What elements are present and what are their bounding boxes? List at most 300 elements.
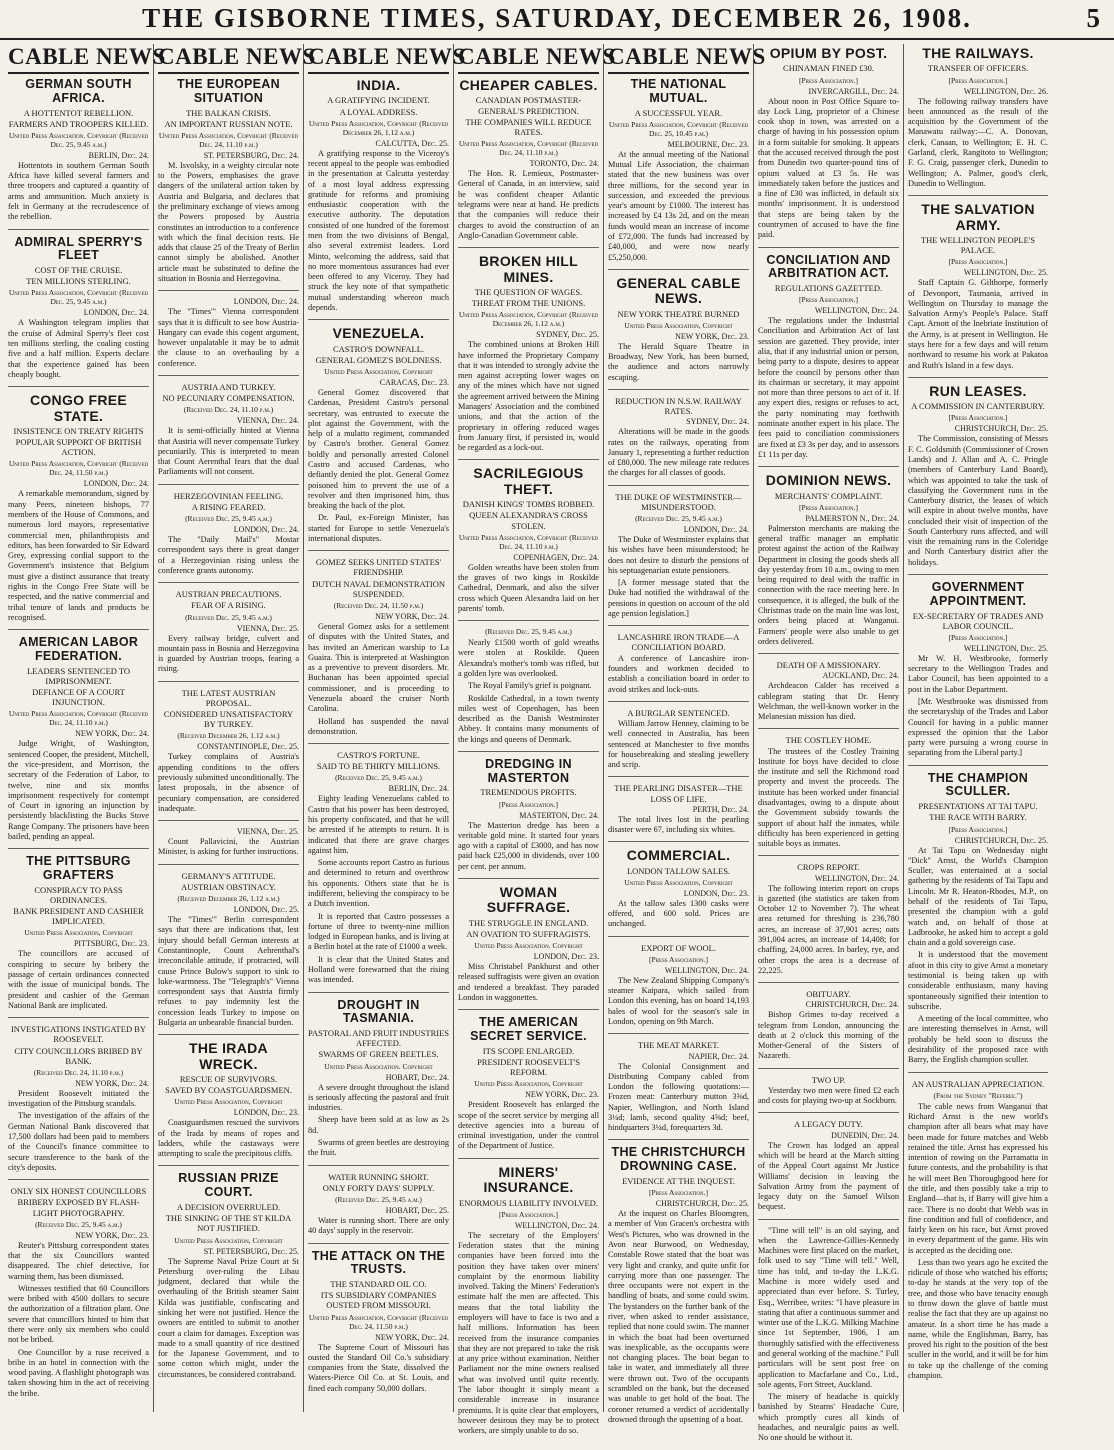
article-paragraph: At the tallow sales 1300 casks were offered, and 600 sold. Prices are unchanged. xyxy=(608,898,749,929)
column-6 xyxy=(754,44,904,1443)
article xyxy=(608,1040,749,1140)
press-credit: United Press Association, Copyright xyxy=(324,367,433,377)
dateline: BERLIN, Dec. 24. xyxy=(388,784,449,794)
press-credit: (Received Dec. 25, 9.45 a.m.) xyxy=(485,627,572,637)
press-credit: United Press Association, Copyright xyxy=(174,1097,283,1107)
dateline: TORONTO, Dec. 24. xyxy=(529,159,599,169)
article-headline: INDIA. xyxy=(356,77,401,93)
article-paragraph: The Commission, consisting of Messrs F. C. Goldsmith (Commissioner of Crown Lands) and J. Allan and A. C. Pringle (members of Canterbury Land Board), which was appointed to take the task of classifying the Government runs in the Canterbury district, the leases of which will expire in about twelve months, have concluded their visit of inspection of the South Canterbury runs affected, and will visit the remaining runs in the Coleridge and North Canterbury district after the holidays. xyxy=(908,434,1048,567)
article-subheadline: THE COSTLEY HOME. xyxy=(785,735,872,746)
article xyxy=(608,708,749,778)
article-paragraph: Bishop Grimes to-day received a telegram from London, announcing the death at 2 o'clock this morning of the Mother-General of the Sisters of Nazareth. xyxy=(758,1010,899,1061)
article-paragraph: Every railway bridge, culvert and mountain pass in Bosnia and Herzegovina is guarded by Austrian troops, fearing a rising. xyxy=(158,633,299,674)
article-subheadline: NO PECUNIARY COMPENSATION. xyxy=(162,393,295,404)
press-credit: United Press Association. Copyright (Received Dec. 25, 9.45 a.m.) xyxy=(8,130,149,149)
article-subheadline: GENERAL GOMEZ'S BOLDNESS. xyxy=(315,354,442,365)
press-credit: United Press Association. Copyright xyxy=(474,941,583,951)
dateline: SYDNEY, Dec. 24. xyxy=(686,417,749,427)
press-credit: United Press Association, Copyright (Received Dec. 25, 10.45 p.m.) xyxy=(608,119,749,138)
article xyxy=(8,393,149,630)
article-paragraph: President Roosevelt has enlarged the scope of the secret service by merging all detective agencies into a bureau of criminal investigation, under the control of the Department of Justice. xyxy=(458,1100,599,1151)
article-paragraph: Eighty leading Venezuelans cabled to Castro that his power has been destroyed, his property confiscated, and that he will be arrested if he attempts to return. It is indicated that there are grave charges against him. xyxy=(308,794,449,855)
press-credit: United Press Association, Copyright xyxy=(174,1235,283,1245)
dateline: CONSTANTINOPLE, Dec. 25. xyxy=(197,742,299,752)
article-subheadline: AN AUSTRALIAN APPRECIATION. xyxy=(911,1078,1045,1089)
columns-container xyxy=(4,44,1110,1443)
article-paragraph: It is semi-officially hinted at Vienna that Austria will never compensate Turkey pecuniarily. This is interpreted to mean that Count Aerenthal fears that the dual Parliaments will not consent. xyxy=(158,426,299,477)
dateline: ST. PETERSBURG, Dec. 25. xyxy=(203,1246,299,1256)
article-paragraph: The misery of headache is quickly banished by Stearns' Headache Cure, which promptly cures all kinds of headaches, and neuralgic pains as well. No one should be without it. xyxy=(758,1392,899,1443)
press-credit: United Press Association, Copyright (Received December 26, 1.12 a.m.) xyxy=(308,118,449,137)
dateline: WELLINGTON, Dec. 24. xyxy=(664,965,749,975)
article-paragraph: The following railway transfers have been announced as the result of the acquisition by the Government of the Manawatu railway:—C. A. Donovan, clerk, Canaan, to Wellington; E. H. C. Garland, clerk, Rangitoto to Wellington; F. G. Craig, passenger clerk, Dunedin to Wellington; A. Palmer, good's clerk, Dunedin to Wellington. xyxy=(908,96,1048,188)
dateline: LONDON, Dec. 23. xyxy=(683,888,749,898)
article-subheadline: INVESTIGATIONS INSTIGATED BY ROOSEVELT. xyxy=(10,1024,147,1045)
article-subheadline: LONDON TALLOW SALES. xyxy=(626,865,731,876)
masthead-title: THE GISBORNE TIMES, SATURDAY, DECEMBER 26, 1908. xyxy=(142,3,972,33)
article-subheadline: POPULAR SUPPORT OF BRITISH ACTION. xyxy=(15,437,142,458)
article xyxy=(758,1226,899,1450)
press-credit: United Press Association, Copyright xyxy=(24,928,133,938)
article-headline: THE ATTACK ON THE TRUSTS. xyxy=(311,1248,446,1277)
article-paragraph: General Gomez asks for a settlement of disputes with the United States, and has invited an American warship to La Guaira. This is interpreted at Washington as a preventive to prevent disorders. Mr. Buchanan has been appointed special commissioner, and is proceeding to Venezuela aboard the cruiser North Carolina. xyxy=(308,622,449,714)
article-headline: RUSSIAN PRIZE COURT. xyxy=(178,1171,279,1200)
article-subheadline: DUTCH NAVAL DEMONSTRATION SUSPENDED. xyxy=(311,578,446,599)
article-subheadline: FARMERS AND TROOPERS KILLED. xyxy=(8,118,149,129)
article-paragraph: [Mr. Westbrooke was dismissed from the secretaryship of the Trades and Labor Council for having in a public manner expressed the opinion that the Labor party were pursuing a wrong course in separating from the Liberal party.] xyxy=(908,697,1048,758)
article-paragraph: A gratifying response to the Viceroy's recent appeal to the people was embodied in the presentation at Calcutta yesterday of a most loyal address expressing gratitude for reforms and promising enthusiastic cooperation with the executive authority. The deputation consisted of one hundred of the foremost men from the two divisions of Bengal, also several extremist leaders. Lord Minto, welcoming the address, said that no more momentous assurances had ever been offered to any Viceroy. They had struck the key note of that sympathetic mutual understanding whereon much depends. xyxy=(308,148,449,312)
article-headline: VENEZUELA. xyxy=(332,325,425,342)
article-subheadline: PRESENTATIONS AT TAI TAPU. xyxy=(918,801,1038,812)
article-headline: CONGO FREE STATE. xyxy=(29,392,128,424)
article-subheadline: ENORMOUS LIABILITY INVOLVED. xyxy=(459,1197,598,1208)
press-credit: [Press Association.] xyxy=(648,954,709,964)
article-headline: SACRILEGIOUS THEFT. xyxy=(473,465,584,497)
article-paragraph: Yesterday two men were fined £2 each and costs for playing two-up at Sockburn. xyxy=(758,1085,899,1106)
article-paragraph: It is reported that Castro possesses a fortune of three to twenty-nine million lodged in European banks, and is living at a Berlin hotel at the rate of £1000 a week. xyxy=(308,911,449,952)
column-7 xyxy=(904,44,1052,1412)
article-paragraph: The Crown has lodged an appeal which will be heard at the March sitting of the Appeal Court against Mr Justice Williams' decision in leaving the Salvation Army from the payment of legacy duty on the Samuel Wilson bequest. xyxy=(758,1140,899,1212)
article-paragraph: The Royal Family's grief is poignant. xyxy=(468,681,592,691)
dateline: DUNEDIN, Dec. 24. xyxy=(831,1130,899,1140)
article xyxy=(908,384,1048,575)
article-headline: THE AMERICAN SECRET SERVICE. xyxy=(470,1015,587,1044)
article-paragraph: Judge Wright, of Washington, sentenced Cooper, the president, Mitchell, the vice-president, and Morrison, the secretary of the Federation of Labor, to twelve, nine and six months imprisonment respectively for contempt of Court in ignoring an injunction by persistently blacklisting the Bucks Stove Range Company. The prisoners have been bailed, pending an appeal. xyxy=(8,739,149,841)
article xyxy=(758,1075,899,1114)
article-paragraph: General Gomez discovered that Cardenas, President Castro's personal secretary, was entrusted to execute the plot against the Government, with the help of a mulatto regiment, commanded by Castro's brother. General Gomez boldly and personally arrested Colonel Castro and accused Cardenas, who defiantly denied the plot. General Gomez poisoned him to prevent the use of a revolver and then imprisoned him, thus breaking the back of the plot. xyxy=(308,388,449,511)
dateline: MELBOURNE, Dec. 23. xyxy=(667,139,749,149)
article-subheadline: A LOYAL ADDRESS. xyxy=(339,106,418,117)
article-subheadline: ITS SUBSIDIARY COMPANIES OUSTED FROM MISSOURI. xyxy=(320,1290,437,1311)
dateline: PITTSBURG, Dec. 23. xyxy=(73,939,149,949)
article xyxy=(458,466,599,621)
article xyxy=(158,491,299,584)
article-subheadline: A SUCCESSFUL YEAR. xyxy=(634,107,723,118)
article xyxy=(158,78,299,291)
article-subheadline: TWO UP. xyxy=(811,1074,846,1085)
article xyxy=(458,254,599,460)
article xyxy=(608,492,749,627)
article xyxy=(458,78,599,248)
article-paragraph: The combined unions at Broken Hill have informed the Proprietary Company that it was intended to strongly advise the men against accepting lower wages on any of the mines which have not signed the agreement arrived between the Mining Managers' Association and the combined unions, and that the action of the proprietary in offering reduced wages from January first, if persisted in, would be regarded as a lock-out. xyxy=(458,340,599,453)
article-paragraph: Coastguardsmen rescued the survivors of the Irada by means of ropes and ladders, while the castaways were attempting to scale the precipitous cliffs. xyxy=(158,1118,299,1159)
press-credit: (Received Dec. 25, 9.45 a.m.) xyxy=(35,1219,122,1229)
article xyxy=(308,557,449,744)
article-headline: THE CHAMPION SCULLER. xyxy=(927,770,1029,799)
article-paragraph: The New Zealand Shipping Company's steamer Kaipara, which sailed from London this evening, has on board 14,193 bales of wool for the season's sale in London, opening on 9th March. xyxy=(608,975,749,1027)
dateline: LONDON, Dec. 24. xyxy=(233,297,299,307)
article-subheadline: A HOTTENTOT REBELLION. xyxy=(23,107,134,118)
dateline: WELLINGTON, Dec. 25. xyxy=(963,643,1048,653)
article-paragraph: Miss Christabel Pankhurst and other released suffragists were given an ovation and tendered a breakfast. They paraded London in waggonettes. xyxy=(458,962,599,1003)
article-subheadline: CITY COUNCILLORS BRIBED BY BANK. xyxy=(14,1045,143,1066)
article xyxy=(608,78,749,270)
article-subheadline: CONSPIRACY TO PASS ORDINANCES. xyxy=(34,884,123,905)
article-subheadline: QUEEN ALEXANDRA'S CROSS STOLEN. xyxy=(469,510,588,531)
dateline: CHRISTCHURCH, Dec. 25. xyxy=(655,1199,749,1209)
article-paragraph: Sheep have been sold at as low as 2s 8d. xyxy=(308,1115,449,1135)
article-paragraph: The Supreme Naval Prize Court at St Petersburg over-ruling the Libau judgment, declared that while the overhauling of the British steamer Saint Kilda was justifiable, confiscating and sinking her were not justified. Hence the owners are entitled to submit to another court a claim for damages. Exception was made to a small quantity of rice destined for the Japanese Government, and to some cotton which might, under the circumstances, be considered contraband. xyxy=(158,1256,299,1379)
press-credit: (Received Dec. 25, 9.45 a.m.) xyxy=(335,773,422,783)
article xyxy=(8,78,149,230)
article-paragraph: At the annual meeting of the National Mutual Life Association, the chairman stated that the new business was over three millions, for the second year in succession, and exceeded the previous year's amount by £1000. The interest has increased by £4 13s 2d, and on the mean funds would mean an increase of income of £72,000. The funds had increased by £40,000, and were now nearly £5,250,000. xyxy=(608,149,749,262)
press-credit: [Press Association.] xyxy=(648,1188,709,1198)
article-paragraph: M. Isvolsky, in a weighty circular note to the Powers, emphasises the grave dangers of the unilateral action taken by Austria and Bulgaria, and declares that the preliminary exchange of views among the Powers proposed by Austria constitutes an introduction to a conference with which the final decision rests. He adds that clause 25 of the Treaty of Berlin cannot simply be abolished. Another article must be substituted to define the situation in Bosnia and Herzegovina. xyxy=(158,160,299,283)
article xyxy=(758,254,899,468)
article-headline: CHEAPER CABLES. xyxy=(459,77,598,93)
dateline: VIENNA, Dec. 25. xyxy=(236,623,299,633)
press-credit: (Received December 26, 1.12 a.m.) xyxy=(177,894,280,904)
article xyxy=(158,382,299,485)
article-paragraph: William Jarrow Henney, claiming to be well connected in Australia, has been sentenced at Manchester to five months for housebreaking and stealing jewellery and scrip. xyxy=(608,718,749,770)
article-paragraph: The Hon. R. Lemieux, Postmaster-General of Canada, in an interview, said he was confident cheaper Atlantic telegrams were near at hand. He predicts that the companies will reduce their charges to avoid the construction of an Anglo-Canadian Government cable. xyxy=(458,169,599,240)
column-3 xyxy=(304,44,466,1412)
article xyxy=(8,236,149,388)
article-paragraph: Nearly £1500 worth of gold wreaths were stolen at Roskilde. Queen Alexandra's mother's tomb was rifled, but a golden lyre was overlooked. xyxy=(458,638,599,678)
article-paragraph: Less than two years ago he excited the ridicule of those who watched his efforts; to-day he stands at the very top of the tree, and those who have tenacity enough to throw down the glove of battle must realise the fact that they are up against no amateur. In a short time he has made a name, while the Englishman, Barry, has proved his right to the position of the best sculler in the world, and it will be for him to take up the challenge of the coming champion. xyxy=(908,1257,1048,1380)
dateline: LONDON, Dec. 24. xyxy=(683,525,749,535)
article xyxy=(8,855,149,1018)
column-4 xyxy=(454,44,616,1436)
article xyxy=(908,46,1048,196)
press-credit: (Received Dec. 24, 11.10 p.m.) xyxy=(33,1067,124,1077)
article-subheadline: THE BALKAN CRISIS. xyxy=(186,107,271,118)
press-credit: (Received Dec. 24, 11.50 p.m.) xyxy=(333,601,424,610)
press-credit: (Received Dec. 25, 9.45 a.m.) xyxy=(335,1194,422,1204)
article-paragraph: The Colonial Consignment and Distributing Company cabled from London the following quotations:—Frozen meat: Canterbury mutton 3⅝d, Napier, Wellington, and North Island 3¼d; lamb, second quality 4⅝d; beef, hindquarters 3¼d, forequarters 3d. xyxy=(608,1061,749,1133)
article-headline: OPIUM BY POST. xyxy=(769,45,888,61)
article-headline: ADMIRAL SPERRY'S FLEET xyxy=(14,234,143,263)
article-paragraph: The councillors are accused of conspiring to secure by bribery the passage of certain ordinances connected with the issue of municipal bonds. The president and cashier of the German National Bank are implicated. xyxy=(8,949,149,1010)
dateline: NEW YORK, Dec. 24. xyxy=(75,1078,149,1088)
article-paragraph: A severe drought throughout the island is seriously affecting the pastoral and fruit industries. xyxy=(308,1082,449,1113)
dateline: NEW YORK, Dec. 24. xyxy=(375,1332,449,1342)
article-paragraph: Palmerston merchants are making the general traffic manager an emphatic protest against the action of the Railway Department in closing the goods sheds all day yesterday from 10 a.m., owing to men being required to deal with the traffic in connection with the race meeting here. In consequence, it is alleged, the bulk of the Christmas trade on the main line was lost, orders being placed at Wanganui. Farmers' people were also unable to get orders delivered. xyxy=(758,523,899,646)
dateline: CHRISTCHURCH, Dec. 25. xyxy=(954,424,1048,434)
dateline: SYDNEY, Dec. 25. xyxy=(536,330,599,340)
article-paragraph: Alterations will be made in the goods rates on the railways, operating from January 1, representing a further reduction of £80,000. The new mileage rate reduces the charges for all classes of goods. xyxy=(608,427,749,478)
dateline: LONDON, Dec. 23. xyxy=(533,952,599,962)
article-subheadline: DEATH OF A MISSIONARY. xyxy=(776,660,881,671)
dateline: WELLINGTON, Dec. 24. xyxy=(814,873,899,883)
dateline: HOBART, Dec. 25. xyxy=(385,1205,449,1215)
article-subheadline: GOMEZ SEEKS UNITED STATES' FRIENDSHIP. xyxy=(315,557,442,578)
article-subheadline: ONLY FORTY DAYS' SUPPLY. xyxy=(322,1182,435,1193)
dateline: LONDON, Dec. 24. xyxy=(83,308,149,318)
column-header: CABLE NEWS xyxy=(308,44,449,74)
article-subheadline: PASTORAL AND FRUIT INDUSTRIES AFFECTED. xyxy=(308,1028,449,1049)
article-subheadline: THE MEAT MARKET. xyxy=(637,1040,720,1051)
article xyxy=(608,783,749,842)
article-paragraph: Some accounts report Castro as furious and determined to return and overthrow his opponents. Others state that he is indifferent, believing the conspiracy to be a Dutch invention. xyxy=(308,858,449,909)
press-credit: [Press Association.] xyxy=(948,632,1008,642)
column-header: CABLE NEWS xyxy=(8,44,149,74)
dateline: PALMERSTON N., Dec. 24. xyxy=(805,513,899,523)
article-paragraph: The Duke of Westminster explains that his wishes have been misunderstood; he does not desire to disturb the pensions of his septuagenarian estate pensioners. xyxy=(608,535,749,575)
article xyxy=(308,750,449,992)
article-subheadline: INSISTENCE ON TREATY RIGHTS xyxy=(13,425,144,436)
article-paragraph: Dr. Paul, ex-Foreign Minister, has started for Europe to settle Venezuela's international disputes. xyxy=(308,513,449,543)
article xyxy=(158,827,299,865)
article-paragraph: Reuter's Pittsburg correspondent states that the six Councillors wanted disappeared. The chief detective, for warning them, has been dismissed. xyxy=(8,1240,149,1281)
press-credit: [Press Association.] xyxy=(798,502,859,512)
article-subheadline: CHINAMAN FINED £30. xyxy=(783,63,874,74)
dateline: LONDON, Dec. 23. xyxy=(233,1108,299,1118)
article-paragraph: Staff Captain G. Gilthorpe, formerly of Devonport, Tasmania, arrived in Wellington on Thursday to manage the Salvation Army's People's Palace. Staff Capt. Arnott of the Inebriate Institution of the Army, is at present in Wellington. He stays here for a few days and will return northward to resume his work at Pakatoa and Ruth's Island in a few days. xyxy=(908,278,1048,370)
article xyxy=(308,1172,449,1244)
press-credit: (Received Dec. 25, 9.45 a.m.) xyxy=(635,514,722,524)
article xyxy=(458,758,599,879)
article-subheadline: CASTRO'S FORTUNE. xyxy=(337,750,420,761)
press-credit: United Press Association, Copyright (Received Dec. 24, 11.50 p.m.) xyxy=(8,459,149,478)
article-paragraph: Turkey complains of Austria's appending conditions to the offers previously submitted unconditionally. The latest proposals, in the absence of pecuniary compensation, are considered inadequate. xyxy=(158,752,299,813)
article-subheadline: CONSIDERED UNSATISFACTORY BY TURKEY. xyxy=(163,709,294,730)
article-subheadline: COST OF THE CRUISE. xyxy=(34,265,123,276)
press-credit: [Press Association.] xyxy=(948,824,1008,834)
dateline: VIENNA, Dec. 24. xyxy=(236,416,299,426)
press-credit: [Press Association.] xyxy=(948,257,1008,267)
article-subheadline: SAVED BY COASTGUARDSMEN. xyxy=(165,1085,292,1096)
article-headline: COMMERCIAL. xyxy=(626,847,731,864)
article-paragraph: The total lives lost in the pearling disaster were 67, including six whites. xyxy=(608,814,749,835)
article xyxy=(308,326,449,551)
press-credit: United Press Association, Copyright (Received Dec. 24, 11.10 p.m.) xyxy=(158,130,299,149)
article-paragraph: At the inquest on Charles Bloomgren, a member of Von Gracen's orchestra with West's Pictures, who was drowned in the Avon near Burwood, on Wednesday, Constable Rowe stated that the boat was very light and cranky, and quite unfit for carrying more than one passenger. The three occupants were not expert in the handling of boats, and some could swim. The bystanders on the further bank of the river, when asked to render assistance, replied that none could swim. The manner in which the boat had been overturned was inexplicable, as the occupants were not changing places. The boat began to take in water, and immediately all three were thrown out. Two of the occupants scrambled on the bank, but the deceased was unable to get hold of the boat. The coroner returned a verdict of accidentally drowned through the upsetting of a boat. xyxy=(608,1209,749,1424)
column-1 xyxy=(4,44,166,1412)
press-credit: [Press Association.] xyxy=(948,75,1008,85)
press-credit: (Received Dec. 25, 9.45 a.m.) xyxy=(185,514,272,524)
article xyxy=(158,297,299,376)
article xyxy=(458,885,599,1010)
dateline: NEW YORK, Dec. 24. xyxy=(75,729,149,739)
article-subheadline: A GRATIFYING INCIDENT. xyxy=(327,95,430,106)
article xyxy=(158,589,299,682)
article-subheadline: NEW YORK THEATRE BURNED xyxy=(617,308,740,319)
article xyxy=(8,1024,149,1180)
article-paragraph: The Supreme Court of Missouri has ousted the Standard Oil Co.'s subsidiary companies from the State, dissolved the Waters-Pierce Oil Co. at St. Louis, and fined each company 50,000 dollars. xyxy=(308,1342,449,1393)
press-credit: (Received December 26, 1.12 a.m.) xyxy=(177,731,280,741)
dateline: BERLIN, Dec. 24. xyxy=(88,150,149,160)
article-paragraph: Water is running short. There are only 40 days' supply in the reservoir. xyxy=(308,1215,449,1236)
article-headline: THE CHRISTCHURCH DROWNING CASE. xyxy=(611,1145,746,1174)
article-subheadline: WATER RUNNING SHORT. xyxy=(328,1171,429,1182)
dateline: LONDON, Dec. 25. xyxy=(233,905,299,915)
article-subheadline: GERMANY'S ATTITUDE. xyxy=(181,870,276,881)
dateline: NEW YORK, Dec. 23. xyxy=(75,1230,149,1240)
article-headline: AMERICAN LABOR FEDERATION. xyxy=(18,635,139,663)
article xyxy=(758,735,899,856)
column-5 xyxy=(604,44,766,1424)
article xyxy=(158,688,299,821)
column-header: CABLE NEWS xyxy=(608,44,749,74)
article-headline: RUN LEASES. xyxy=(929,382,1027,399)
article-subheadline: ONLY SIX HONEST COUNCILLORS xyxy=(10,1186,147,1197)
article-subheadline: THE LATEST AUSTRIAN PROPOSAL. xyxy=(181,687,276,708)
article-subheadline: CASTRO'S DOWNFALL. xyxy=(332,343,425,354)
article-paragraph: Roskilde Cathedral, in a town twenty miles west of Copenhagen, has been described as the Danish Westminster Abbey. It contains many monuments of the kings and queens of Denmark. xyxy=(458,693,599,744)
article-subheadline: CANADIAN POSTMASTER-GENERAL'S PREDICTION. xyxy=(475,95,582,116)
article-headline: CONCILIATION AND ARBITRATION ACT. xyxy=(766,252,891,281)
article xyxy=(458,627,599,752)
article xyxy=(908,581,1048,766)
article-paragraph: The "Times'" Berlin correspondent says that there are indications that, lest injury should befall German interests at Constantinople, Count Aehrenthal's irreconcilable attitude, if protracted, will cause Prince Bulow's support to sink to luke-warmness. The "Telegraph's" Vienna correspondent says that Austria firmly refuses to pay indemnity lest the concession leads Turkey to impose on Bulgaria an unbearable financial burden. xyxy=(158,915,299,1027)
article-subheadline: TRANSFER OF OFFICERS. xyxy=(927,63,1029,74)
article-paragraph: [A former message stated that the Duke had notified the withdrawal of the pensions in question on account of the old age pension legislation.] xyxy=(608,578,749,618)
article-paragraph: The trustees of the Costley Training Institute for boys have decided to close the institute and sell the Richmond road property and invest the proceeds. The institute has been worked under financial disadvantages, owing to a dispute about the Government subsidy towards the support of about half the inmates, while difficulty has been experienced in getting suitable boys as inmates. xyxy=(758,746,899,849)
article xyxy=(758,660,899,729)
press-credit: United Press Association, Copyright xyxy=(624,877,733,887)
article-subheadline: THE PEARLING DISASTER—THE LOSS OF LIFE. xyxy=(614,783,743,804)
article-subheadline: A RISING FEARED. xyxy=(191,501,266,512)
article-subheadline: MERCHANTS' COMPLAINT. xyxy=(774,490,883,501)
article xyxy=(458,1165,599,1443)
article-paragraph: Hottentots in southern German South Africa have killed several farmers and three troopers and captured a quantity of arms and ammunition. Much anxiety is felt in Germany at the recrudescence of the rebellion. xyxy=(8,160,149,222)
article-paragraph: The cable news from Wanganui that Richard Arnst is the new world's champion after all bears what may have been made for future matches and Webb retained the title. Arnst has expressed his intention of rowing on the Parramatta in future contests, and the probability is that he will meet Ben Thoroughgood here for the title, and then possibly take a trip to England—that is, if Barry will give him a race. There is no doubt that Webb was in fine condition and full of confidence, and fairly keen on his race, but Arnst proved in every department of the game. His win is accepted as the deciding one. xyxy=(908,1101,1048,1255)
page-number: 5 xyxy=(1086,3,1100,33)
article xyxy=(758,862,899,983)
press-credit: [Press Association.] xyxy=(498,1209,559,1219)
article xyxy=(608,848,749,936)
dateline: CHRISTCHURCH, Dec. 25. xyxy=(954,835,1048,845)
press-credit: United Press Association, Copyright (Received Dec. 24, 11.10 p.m.) xyxy=(458,139,599,158)
dateline: CARACAS, Dec. 23. xyxy=(379,378,449,388)
dateline: CHRISTCHURCH, Dec. 24. xyxy=(805,1000,899,1010)
dateline: WELLINGTON, Dec. 26. xyxy=(963,86,1048,96)
article-headline: DREDGING IN MASTERTON xyxy=(485,756,572,785)
press-credit: [Press Association.] xyxy=(798,295,859,305)
article-paragraph: A meeting of the local committee, who are interesting themselves in Arnst, will probably be held soon to discuss the desirability of the proposed race with Barry, the English champion sculler. xyxy=(908,1014,1048,1065)
article-headline: GENERAL CABLE NEWS. xyxy=(616,274,741,307)
article xyxy=(908,202,1048,378)
article-paragraph: Count Pallavicini, the Austrian Minister, is asking for further instructions. xyxy=(158,837,299,857)
article-subheadline: BRIBERY EXPOSED BY FLASH-LIGHT PHOTOGRAPHY. xyxy=(17,1197,140,1218)
article-subheadline: RESCUE OF SURVIVORS. xyxy=(179,1073,278,1084)
press-credit: (Received Dec. 24, 11.10 p.m.) xyxy=(183,405,274,415)
article-headline: GERMAN SOUTH AFRICA. xyxy=(25,77,132,105)
dateline: MASTERTON, Dec. 24. xyxy=(519,810,599,820)
article-paragraph: The Masterton dredge has been a veritable gold mine. It started four years ago with a capital of £3000, and has now paid back £25,000 in dividends, over 100 per cent. per annum. xyxy=(458,820,599,871)
article-subheadline: EVIDENCE AT THE INQUEST. xyxy=(622,1175,735,1186)
article xyxy=(608,632,749,702)
article-headline: THE EUROPEAN SITUATION xyxy=(177,77,280,105)
press-credit: United Press Association, Copyright (Received Dec. 24, 11.10 p.m.) xyxy=(458,532,599,551)
article-paragraph: Archdeacon Calder has received a cablegram stating that Dr. Henry Welchman, the well-known worker in the Melanesian mission has died. xyxy=(758,681,899,722)
dateline: PERTH, Dec. 24. xyxy=(692,804,749,814)
article-subheadline: LEADERS SENTENCED TO IMPRISONMENT. xyxy=(26,665,131,686)
article-subheadline: TREMENDOUS PROFITS. xyxy=(480,787,577,798)
article-subheadline: OBITUARY. xyxy=(806,989,851,1000)
article-paragraph: President Roosevelt initiated the investigation of the Pittsburg scandals. xyxy=(8,1088,149,1109)
article-subheadline: SAID TO BE THIRTY MILLIONS. xyxy=(316,761,441,772)
article-paragraph: Witnesses testified that 60 Councillors were bribed with 4500 dollars to secure the authorization of a filtration plant. One severe that councillors hinted to him that there were only six members who could not be bribed. xyxy=(8,1283,149,1345)
dateline: NEW YORK, Dec. 24. xyxy=(375,612,449,621)
article-paragraph: "Time will tell" is an old saying, and when the Lawrence-Gillies-Kennedy Machines were first placed on the market, folk used to say "Time will tell." Well, time has told, and to-day the L.K.G. Machine is more widely used and appreciated than ever before. S. Turley, Esq., Werribee, writes: "I have pleasure in stating that after a continuous summer and winter use of the L.K.G. Milking Machine since 1st September, 1906, I am thoroughly satisfied with the effectiveness and general working of the machine." Full particulars will be sent post free on application to Macfarlane and Co., Ltd., sole agents, Fort Street, Auckland. xyxy=(758,1225,900,1389)
dateline: VIENNA, Dec. 25. xyxy=(236,827,299,837)
article xyxy=(908,1079,1048,1388)
press-credit: [Press Association.] xyxy=(498,799,559,809)
column-2 xyxy=(154,44,316,1412)
article-subheadline: ITS SCOPE ENLARGED. xyxy=(482,1045,575,1056)
column-header: CABLE NEWS xyxy=(158,44,299,74)
article xyxy=(608,943,749,1035)
article-subheadline: THE SINKING OF THE ST KILDA NOT JUSTIFIED. xyxy=(165,1213,292,1234)
article-headline: WOMAN SUFFRAGE. xyxy=(486,884,571,916)
article-paragraph: The secretary of the Employers' Federation states that the mining companies have been forced into the position they have taken over miners' complaint by the enormous liability involved. Taking the Miners' Federation's estimate half the men are affected. This means that the total liability the employers will have to face is two and a half millions. Information has been received from the insurance companies that they are not prepared to take the risk at any price without examination. Neither Parliament nor the mine owners realised what was involved until quite recently. The labor thought it simply meant a considerable increase in insurance premiums. It is quite clear that employers, however desirous they may be to protect workers, are simply unable to do so. xyxy=(458,1230,599,1436)
article-headline: THE SALVATION ARMY. xyxy=(921,201,1035,233)
article-subheadline: A COMMISSION IN CANTERBURY. xyxy=(911,401,1045,412)
article xyxy=(458,1016,599,1158)
article-headline: BROKEN HILL MINES. xyxy=(479,253,578,285)
dateline: LONDON, Dec. 24. xyxy=(83,479,149,489)
article-paragraph: About noon in Post Office Square to-day Lock Ling, proprietor of a Chinese cook shop in town, was arrested on a charge of having in his possession opium in a form suitable for smoking. It appears that the accused received through the post from Dunedin two quarter-pound tins of opium valued at £3 5s. He was immediately taken before the justices and a fine of £30 was inflicted, in default six months' imprisonment. It is understood that steps are being taken by the countrymen of accused to have the fine paid. xyxy=(758,96,899,240)
press-credit: United Press Association. Copyright xyxy=(324,1061,433,1071)
article-paragraph: The regulations under the Industrial Conciliation and Arbitration Act of last session are gazetted. They provide, inter alia, that if any industrial union or person, being party to a dispute, desires to appear before the council by persons other than its chairman or secretary, it may appoint not more than three persons to act of it. If any expert dies, resigns or refuses to act, the party nominating may forthwith nominate another expert in his place. The fees paid to conciliation commissioners are fixed at £3 3s per day, and to assessors £1 11s per day. xyxy=(758,316,899,459)
article-subheadline: BANK PRESIDENT AND CASHIER IMPLICATED. xyxy=(13,906,144,927)
article xyxy=(158,1041,299,1166)
article-headline: GOVERNMENT APPOINTMENT. xyxy=(929,580,1027,608)
article-paragraph: Swarms of green beetles are destroying the fruit. xyxy=(308,1138,449,1158)
article xyxy=(758,46,899,248)
article-headline: THE PITTSBURG GRAFTERS xyxy=(26,854,131,882)
article xyxy=(608,396,749,486)
press-credit: [Press Association.] xyxy=(798,75,859,85)
article-subheadline: A DECISION OVERRULED. xyxy=(176,1201,281,1212)
article-subheadline: CROPS REPORT. xyxy=(797,862,860,873)
article-subheadline: THE WELLINGTON PEOPLE'S PALACE. xyxy=(920,234,1036,256)
article-subheadline: THE RACE WITH BARRY. xyxy=(929,812,1027,823)
article xyxy=(308,999,449,1166)
article-subheadline: EX-SECRETARY OF TRADES AND LABOR COUNCIL. xyxy=(912,610,1044,631)
column-header: CABLE NEWS xyxy=(458,44,599,74)
dateline: CALCUTTA, Dec. 25. xyxy=(375,138,449,148)
article-headline: DROUGHT IN TASMANIA. xyxy=(337,997,420,1026)
dateline: ST. PETERSBURG, Dec. 24. xyxy=(203,150,299,160)
article-paragraph: A remarkable memorandum, signed by many Peers, nineteen bishops, 77 members of the House of Commons, and numerous lord mayors, representative commercial men, philanthropists and editors, has been forwarded to Sir Edward Grey, expressing cordial support to the Government's insistence that Belgium must give a distinct assurance that treaty rights in the Congo Free State will be respected, and the native commercial and tribal tenure of lands and products be recognised. xyxy=(8,489,149,622)
article xyxy=(758,473,899,654)
dateline: HOBART, Dec. 24. xyxy=(385,1072,449,1082)
article-subheadline: DEFIANCE OF A COURT INJUNCTION. xyxy=(32,687,125,708)
press-credit: [Press Association.] xyxy=(948,413,1008,423)
press-credit: (From the Sydney "Referee.") xyxy=(933,1090,1023,1100)
article-subheadline: THE STRUGGLE IN ENGLAND. xyxy=(468,917,589,928)
article-paragraph: At Tai Tapu on Wednesday night "Dick" Arnst, the World's Champion Sculler, was entertained at a social gathering by the residents of Tai Tapu and Lincoln. Mr R. Heaton-Rhodes, M.P., on behalf of the residents of Tai Tapu, presented the champion with a gold watch and, on behalf of those at Ladbrooke, he asked him to accept a gold chain and a gold sovereign case. xyxy=(908,845,1048,948)
dateline: WELLINGTON, Dec. 24. xyxy=(814,306,899,316)
press-credit: United Press Association, Copyright xyxy=(474,1079,583,1089)
article-paragraph: The "Daily Mail's" Mostar correspondent says there is great danger of a Herzegovinian rising unless the conference grants autonomy. xyxy=(158,535,299,575)
dateline: NEW YORK, Dec. 23. xyxy=(675,331,749,341)
dateline: COPENHAGEN, Dec. 24. xyxy=(513,552,599,562)
article-subheadline: AUSTRIAN PRECAUTIONS. xyxy=(175,589,282,600)
